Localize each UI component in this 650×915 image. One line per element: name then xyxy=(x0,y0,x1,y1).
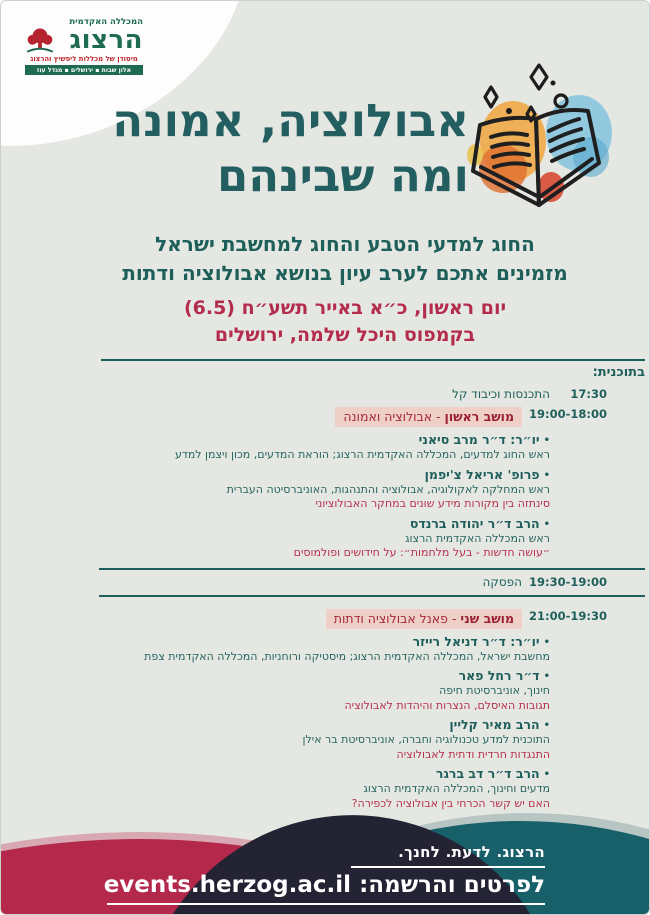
speaker-entry xyxy=(99,516,550,560)
footer-tagline: הרצוג. לדעת. לחנך. xyxy=(398,843,545,861)
speaker-affiliation: מחשבת ישראל, המכללה האקדמית הרצוג; מיסטיקה ורוחניות, המכללה האקדמית צפת xyxy=(144,649,550,663)
time-label: 19:30-19:00 xyxy=(529,574,607,589)
bullet-icon: • xyxy=(543,469,550,481)
speaker-entry xyxy=(99,668,550,712)
speaker-entry xyxy=(99,634,550,664)
bullet-icon: • xyxy=(543,636,550,648)
speaker-entry xyxy=(99,467,550,511)
speaker-name xyxy=(99,467,550,483)
break-label: הפסקה xyxy=(482,574,523,589)
logo-college-name: הרצוג xyxy=(69,25,143,55)
speaker-entry xyxy=(99,717,550,761)
speaker-affiliation: מדעים וחינוך, המכללה האקדמית הרצוג xyxy=(363,782,550,795)
herzog-college-logo xyxy=(25,17,143,75)
program-row-break xyxy=(99,568,645,597)
talk-title: סינתזה בין מקורות מידע שונים במחקר האבולוציוני xyxy=(315,497,550,510)
speaker-name xyxy=(99,634,550,650)
speaker-affiliation: התוכנית למדע טכנולוגיה וחברה, אוניברסיטת בר אילן xyxy=(302,733,550,746)
event-venue: בקמפוס היכל שלמה, ירושלים xyxy=(214,324,476,346)
speaker-name xyxy=(99,432,550,448)
time-label: 17:30 xyxy=(570,387,607,401)
intro-text xyxy=(51,230,639,288)
session1-topic: - אבולוציה ואמונה xyxy=(343,409,445,424)
speaker-name xyxy=(99,516,550,532)
bullet-icon: • xyxy=(543,435,550,446)
footer-divider-top xyxy=(351,866,545,868)
program-row-session1 xyxy=(99,407,645,427)
speaker-name-text: פרופ' אריאל צ'יפמן xyxy=(424,466,540,482)
registration-url-link[interactable]: events.herzog.ac.il xyxy=(103,872,352,898)
logo-college-type: המכללה האקדמית xyxy=(69,17,143,27)
session2-name: מושב שני xyxy=(460,610,515,626)
speaker-affiliation: ראש המכללה האקדמית הרצוג xyxy=(405,531,550,545)
footer-divider-bottom xyxy=(107,903,545,905)
session1-speakers xyxy=(99,432,550,560)
speaker-name xyxy=(99,766,550,782)
poster-title xyxy=(112,93,469,203)
talk-title: ״עושה חדשות - בעל מלחמות״: על חידושים ופולמוסים xyxy=(293,546,550,559)
divider xyxy=(101,359,645,361)
session1-header xyxy=(335,407,522,427)
intro-line2: מזמינים אתכם לערב עיון בנושא אבולוציה ודתות xyxy=(122,261,568,285)
program-row-session2 xyxy=(99,609,645,629)
speaker-entry xyxy=(99,766,550,810)
program-heading: בתוכנית: xyxy=(592,365,645,380)
title-line2: ומה שבינהם xyxy=(216,149,469,202)
speaker-name-text: הרב ד״ר יהודה ברנדס xyxy=(409,515,540,531)
opening-label: התכנסות וכיבוד קל xyxy=(452,387,550,401)
bullet-icon: • xyxy=(543,518,550,530)
speaker-name xyxy=(99,668,550,684)
event-date: יום ראשון, כ״א באייר תשע״ח (6.5) xyxy=(183,297,507,319)
speaker-affiliation: חינוך, אוניברסיטת חיפה xyxy=(439,684,550,697)
session2-header xyxy=(326,609,522,629)
registration-line xyxy=(103,872,545,898)
speaker-affiliation: ראש המחלקה לאקולוגיה, אבולוציה והתנהגות, האוניברסיטה העברית xyxy=(226,482,550,496)
talk-title: התנגדות חרדית ודתית לאבולוציה xyxy=(396,747,550,761)
speaker-name-text: הרב ד״ר דב ברגר xyxy=(435,766,540,781)
logo-founded-line: מיסודן של מכללות ליפשיץ והרצוג xyxy=(30,55,138,63)
logo-campuses-bar: אלון שבות ▪ ירושלים ▪ מגדל עוז xyxy=(25,65,143,75)
speaker-name-text: הרב מאיר קליין xyxy=(449,717,540,732)
speaker-name-text: יו״ר: ד״ר מרב סיאני xyxy=(418,432,540,447)
tree-icon xyxy=(25,26,55,55)
bullet-icon: • xyxy=(543,720,550,731)
speaker-name xyxy=(99,717,550,733)
open-book-illustration xyxy=(461,57,643,225)
speaker-entry xyxy=(99,432,550,462)
registration-label: לפרטים והרשמה: xyxy=(359,872,545,898)
title-line1: אבולוציה, אמונה xyxy=(112,94,469,147)
speaker-name-text: ד״ר רחל פאר xyxy=(458,668,540,683)
session2-topic: - פאנל אבולוציה ודתות xyxy=(333,610,461,626)
program-schedule xyxy=(99,387,645,838)
intro-line1: החוג למדעי הטבע והחוג למחשבת ישראל xyxy=(155,232,535,256)
footer xyxy=(103,843,545,905)
talk-title: תגובות האיסלם, הנצרות והיהדות לאבולוציה xyxy=(344,698,550,712)
speaker-affiliation: ראש החוג למדעים, המכללה האקדמית הרצוג; הוראת המדעים, מכון ויצמן למדע xyxy=(174,448,550,461)
time-label: 19:00-18:00 xyxy=(529,407,607,421)
bullet-icon: • xyxy=(543,671,550,682)
session1-name: מושב ראשון xyxy=(444,409,515,424)
bullet-icon: • xyxy=(543,769,550,780)
session2-speakers xyxy=(99,634,550,811)
talk-title: האם יש קשר הכרחי בין אבולוציה לכפירה? xyxy=(351,796,550,810)
program-row-opening xyxy=(99,387,645,401)
speaker-name-text: יו״ר: ד״ר דניאל רייזר xyxy=(412,633,540,649)
event-datetime xyxy=(51,295,639,349)
time-label: 21:00-19:30 xyxy=(529,608,607,623)
